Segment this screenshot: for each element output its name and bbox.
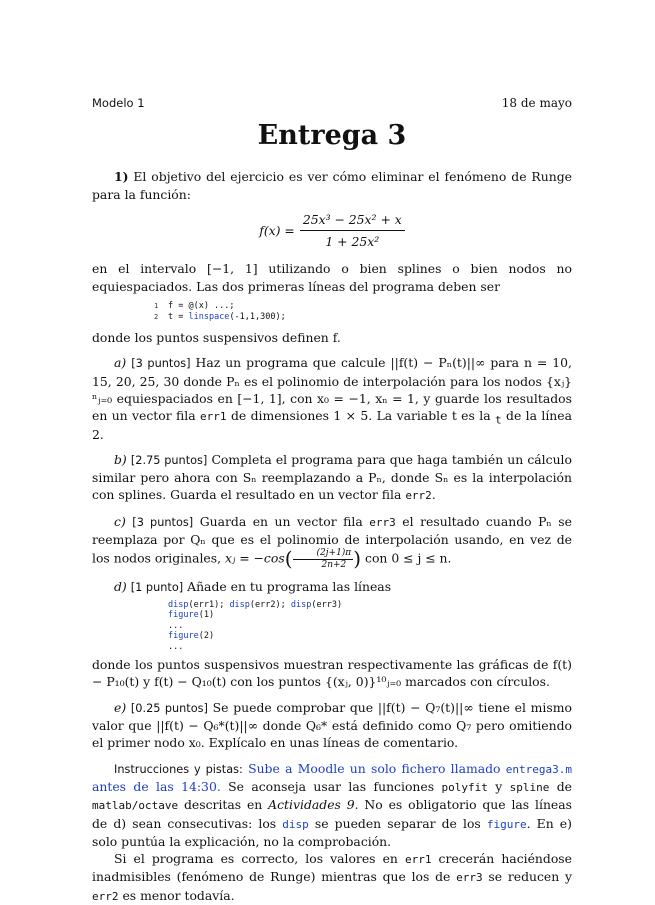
date-label: 18 de mayo: [501, 96, 572, 110]
function-name: matlab/octave: [92, 799, 179, 813]
final-var: err1: [404, 853, 432, 867]
code-line: [168, 631, 572, 642]
part-c-letter: c): [114, 513, 126, 529]
instructions: [92, 760, 572, 850]
code-line: [168, 600, 572, 611]
part-d: [92, 578, 572, 596]
part-c: [92, 513, 572, 571]
part-b-text: Completa el programa para que haga también un cálculo similar pero ahora con Sₙ reemplazando a Pₙ, donde Sₙ es la interpolación con splines. Guarda el resultado en un vector fila: [92, 451, 572, 503]
part-b-text: .: [431, 487, 436, 503]
document-body: [92, 95, 572, 905]
final-paragraph: [92, 850, 572, 905]
instructions-highlight: Sube a Moodle un solo fichero llamado: [248, 760, 501, 776]
part-c-text: Guarda en un vector fila: [199, 513, 363, 529]
part-c-text: con 0 ≤ j ≤ n.: [365, 550, 452, 566]
final-text: es menor todavía.: [122, 887, 235, 903]
code-text: (-1,1,300);: [229, 312, 286, 323]
code-line: [168, 642, 572, 653]
code-text: ...: [168, 641, 184, 652]
code-text: (1): [198, 610, 215, 621]
code-line: [154, 301, 572, 312]
paren-close: ): [353, 546, 362, 571]
part-a-t-glyph: t: [495, 413, 502, 427]
formula-numerator: 25x³ − 25x² + x: [300, 211, 405, 231]
instructions-text: se pueden separar de los: [314, 815, 481, 831]
final-text: Si el programa es correcto, los valores en: [114, 851, 398, 867]
cos-fraction: [293, 548, 354, 570]
function-name: figure: [486, 817, 527, 831]
code-line: [168, 621, 572, 632]
code-keyword: disp: [290, 599, 312, 610]
exercise-intro: [92, 168, 572, 203]
after-code-text: donde los puntos suspensivos definen f.: [92, 330, 341, 346]
part-e-letter: e): [114, 699, 127, 715]
code-keyword: linspace: [188, 312, 230, 323]
interval-paragraph: en el intervalo [−1, 1] utilizando o bien splines o bien nodos no equiespaciados. Las dos primeras líneas del programa deben ser: [92, 261, 572, 294]
final-text: crecerán haciéndose inadmisibles (fenómeno de Runge) mientras que los de: [92, 851, 572, 885]
instructions-text: No es obligatorio que las líneas de d) sean consecutivas: los: [92, 797, 572, 831]
part-a-text: de dimensiones 1 × 5. La variable t es la: [230, 408, 491, 424]
part-a-text: Haz un programa que calcule ||f(t) − Pₙ(t)||∞ para n = 10, 15, 20, 25, 30 donde Pₙ es el polinomio de interpolación para los nodos {xⱼ}ⁿⱼ₌₀ equiespaciados en [−1, 1], con x₀ = −1, xₙ = 1, y guarde los resultados en un vector fila: [92, 355, 572, 424]
instructions-text: de: [556, 778, 572, 794]
part-b-points: [2.75 puntos]: [130, 453, 208, 467]
page-title: Entrega 3: [257, 120, 407, 152]
part-c-text: el resultado cuando Pₙ se reemplaza por Qₙ que es el polinomio de interpolación usando, en vez de los nodos originales,: [92, 513, 572, 566]
exercise-number: 1): [114, 169, 129, 185]
instructions-text: Se aconseja usar las funciones: [228, 778, 435, 794]
code-text: (err1);: [188, 599, 225, 610]
final-text: se reducen y: [488, 869, 572, 885]
code-line: [168, 610, 572, 621]
model-label: Modelo 1: [92, 96, 145, 110]
filename: entrega3.m: [505, 762, 573, 776]
instructions-text: descritas en: [183, 797, 263, 813]
line-number: 1: [154, 302, 159, 311]
final-var: err2: [92, 889, 119, 903]
part-d-explanation: donde los puntos suspensivos muestran respectivamente las gráficas de f(t) − P₁₀(t) y f(t) − Q₁₀(t) con los puntos {(xⱼ, 0)}¹⁰ⱼ₌₀ marcados con círculos.: [92, 657, 572, 690]
part-a-var: err1: [200, 410, 227, 424]
code-block-initial: [154, 301, 572, 323]
code-block-display: [168, 600, 572, 653]
part-c-var: err3: [369, 515, 396, 529]
function-name: polyfit: [441, 780, 488, 794]
instructions-text: . En e) solo puntúa la explicación, no la comprobación.: [92, 815, 572, 849]
instructions-deadline: antes de las 14:30.: [92, 778, 221, 794]
function-name: spline: [509, 780, 550, 794]
part-a-text: de la línea 2.: [92, 408, 573, 442]
code-text: ...: [168, 620, 184, 631]
function-formula: [92, 211, 572, 251]
instructions-label: Instrucciones y pistas:: [114, 762, 243, 776]
cos-numerator: (2j+1)π: [293, 548, 354, 560]
code-keyword: disp: [168, 599, 189, 610]
code-line: [154, 312, 572, 323]
part-e: [92, 699, 572, 752]
formula-fraction: [300, 211, 405, 251]
intro-text: El objetivo del ejercicio es ver cómo eliminar el fenómeno de Runge para la función:: [92, 169, 572, 202]
formula-denominator: 1 + 25x²: [325, 234, 380, 250]
cos-denominator: 2n+2: [321, 560, 347, 571]
part-e-points: [0.25 puntos]: [130, 701, 208, 715]
instructions-italic: Actividades 9.: [268, 797, 359, 813]
code-keyword: disp: [229, 599, 250, 610]
paren-open: (: [284, 546, 293, 571]
part-d-text: Añade en tu programa las líneas: [187, 579, 392, 595]
part-b-var: err2: [405, 489, 432, 503]
final-var: err3: [456, 871, 483, 885]
part-b-letter: b): [114, 451, 127, 467]
part-a: [92, 354, 572, 442]
part-a-letter: a): [114, 355, 127, 371]
instructions-text: y: [495, 778, 503, 794]
code-text: (err2);: [249, 599, 286, 610]
part-a-points: [3 puntos]: [131, 357, 191, 371]
part-b: [92, 451, 572, 505]
part-e-text: Se puede comprobar que ||f(t) − Q₇(t)||∞ tiene el mismo valor que ||f(t) − Q₆*(t)||∞ donde Q₆* está definido como Q₇ pero omitiendo el primer nodo x₀. Explícalo en unas líneas de comentario.: [92, 699, 572, 751]
code-text: f = @(x) ...;: [168, 301, 235, 312]
code-text: t =: [168, 312, 189, 323]
function-name: disp: [282, 817, 309, 831]
part-d-points: [1 punto]: [130, 581, 184, 595]
line-number: 2: [154, 313, 159, 322]
part-c-xj: xⱼ = −cos: [225, 550, 285, 566]
part-c-points: [3 puntos]: [132, 515, 194, 529]
code-keyword: figure: [168, 631, 199, 642]
part-d-letter: d): [114, 579, 127, 595]
formula-lhs: f(x) =: [259, 223, 295, 239]
code-text: (err3): [311, 599, 343, 610]
code-keyword: figure: [168, 610, 199, 621]
code-text: (2): [198, 631, 215, 642]
page-header: [92, 95, 572, 112]
